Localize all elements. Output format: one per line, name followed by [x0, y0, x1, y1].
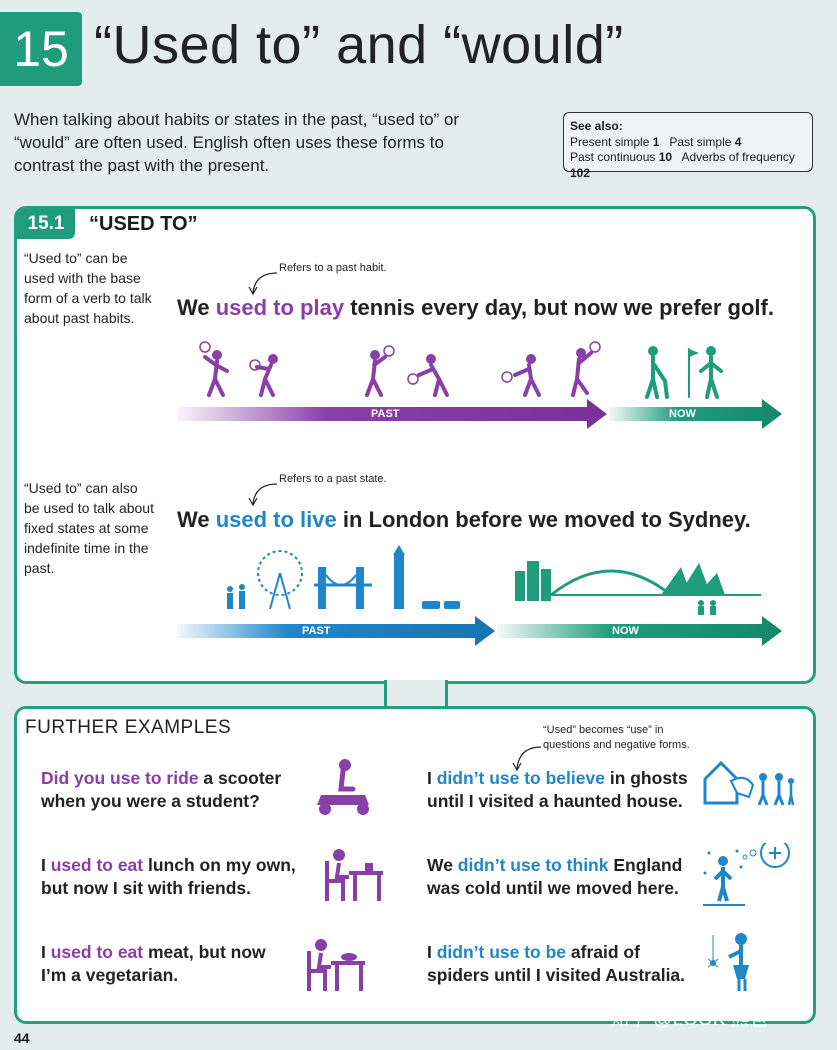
see-also-link[interactable]: Present simple 1: [570, 134, 660, 149]
now-label: NOW: [612, 625, 639, 637]
page-number: 44: [14, 1030, 30, 1046]
now-label: NOW: [669, 408, 696, 420]
example-2: I didn’t use to believe in ghosts until I visited a haunted house.: [427, 768, 688, 811]
example-sentence-habit: We used to play tennis every day, but now we prefer golf.: [177, 295, 774, 320]
intro-text: When talking about habits or states in the past, “used to” or “would” are often used. English often uses these forms to contrast the past with the present.: [14, 110, 460, 175]
london-skyline-illustration: [222, 545, 462, 613]
see-also-link[interactable]: Past simple 4: [669, 134, 742, 149]
see-also-link[interactable]: Past continuous 10: [570, 150, 673, 164]
past-label: PAST: [371, 408, 400, 420]
annotation-arrow: [245, 478, 281, 508]
annotation-past-state: Refers to a past state.: [279, 473, 387, 485]
used-to-section: [14, 206, 816, 684]
timeline-arrows-state: [177, 614, 807, 648]
timeline-arrows-habit: [177, 397, 807, 431]
example-3: I used to eat lunch on my own, but now I sit with friends.: [41, 855, 296, 898]
unit-number-badge: 15: [0, 12, 82, 86]
section-title: “USED TO”: [89, 213, 198, 235]
further-examples-title: FURTHER EXAMPLES: [25, 717, 232, 738]
scooter-rider-icon: [311, 755, 377, 817]
example-6: I didn’t use to be afraid of spiders until I visited Australia.: [427, 942, 686, 985]
annotation-past-habit: Refers to a past habit.: [279, 262, 387, 274]
see-also-heading: See also:: [570, 119, 623, 133]
annotation-use-form: “Used” becomes “use” in questions and negative forms.: [543, 724, 690, 751]
example-1: Did you use to ride a scooter when you were a student?: [41, 768, 282, 811]
example-5: I used to eat meat, but now I’m a vegetarian.: [41, 942, 266, 985]
past-label: PAST: [302, 625, 331, 637]
eating-meal-icon: [303, 937, 369, 993]
example-4: We didn’t use to think England was cold until we moved here.: [427, 855, 683, 898]
see-also-line-2: [570, 150, 812, 181]
spider-fear-icon: [705, 931, 765, 993]
section-tag: 15.1: [17, 209, 75, 239]
further-examples-section: [14, 706, 816, 1024]
sydney-skyline-illustration: [511, 547, 771, 615]
cold-person-icon: [701, 843, 797, 907]
see-also-link[interactable]: Adverbs of frequency 102: [570, 150, 795, 180]
watermark: 知乎 @LOOK 熊爸: [610, 1009, 769, 1030]
tennis-players-illustration: [195, 337, 615, 399]
annotation-arrow: [245, 267, 281, 297]
see-also-line-1: [570, 135, 812, 151]
eating-alone-icon: [321, 847, 387, 903]
haunted-house-icon: [701, 757, 797, 809]
see-also-box: [563, 112, 813, 180]
page-title: “Used to” and “would”: [94, 15, 624, 75]
example-sentence-state: We used to live in London before we moved to Sydney.: [177, 507, 751, 532]
side-explanation-habits: “Used to” can be used with the base form of a verb to talk about past habits.: [24, 250, 152, 326]
golf-players-illustration: [637, 341, 737, 401]
side-explanation-states: “Used to” can also be used to talk about fixed states at some indefinite time in the past.: [24, 480, 154, 576]
